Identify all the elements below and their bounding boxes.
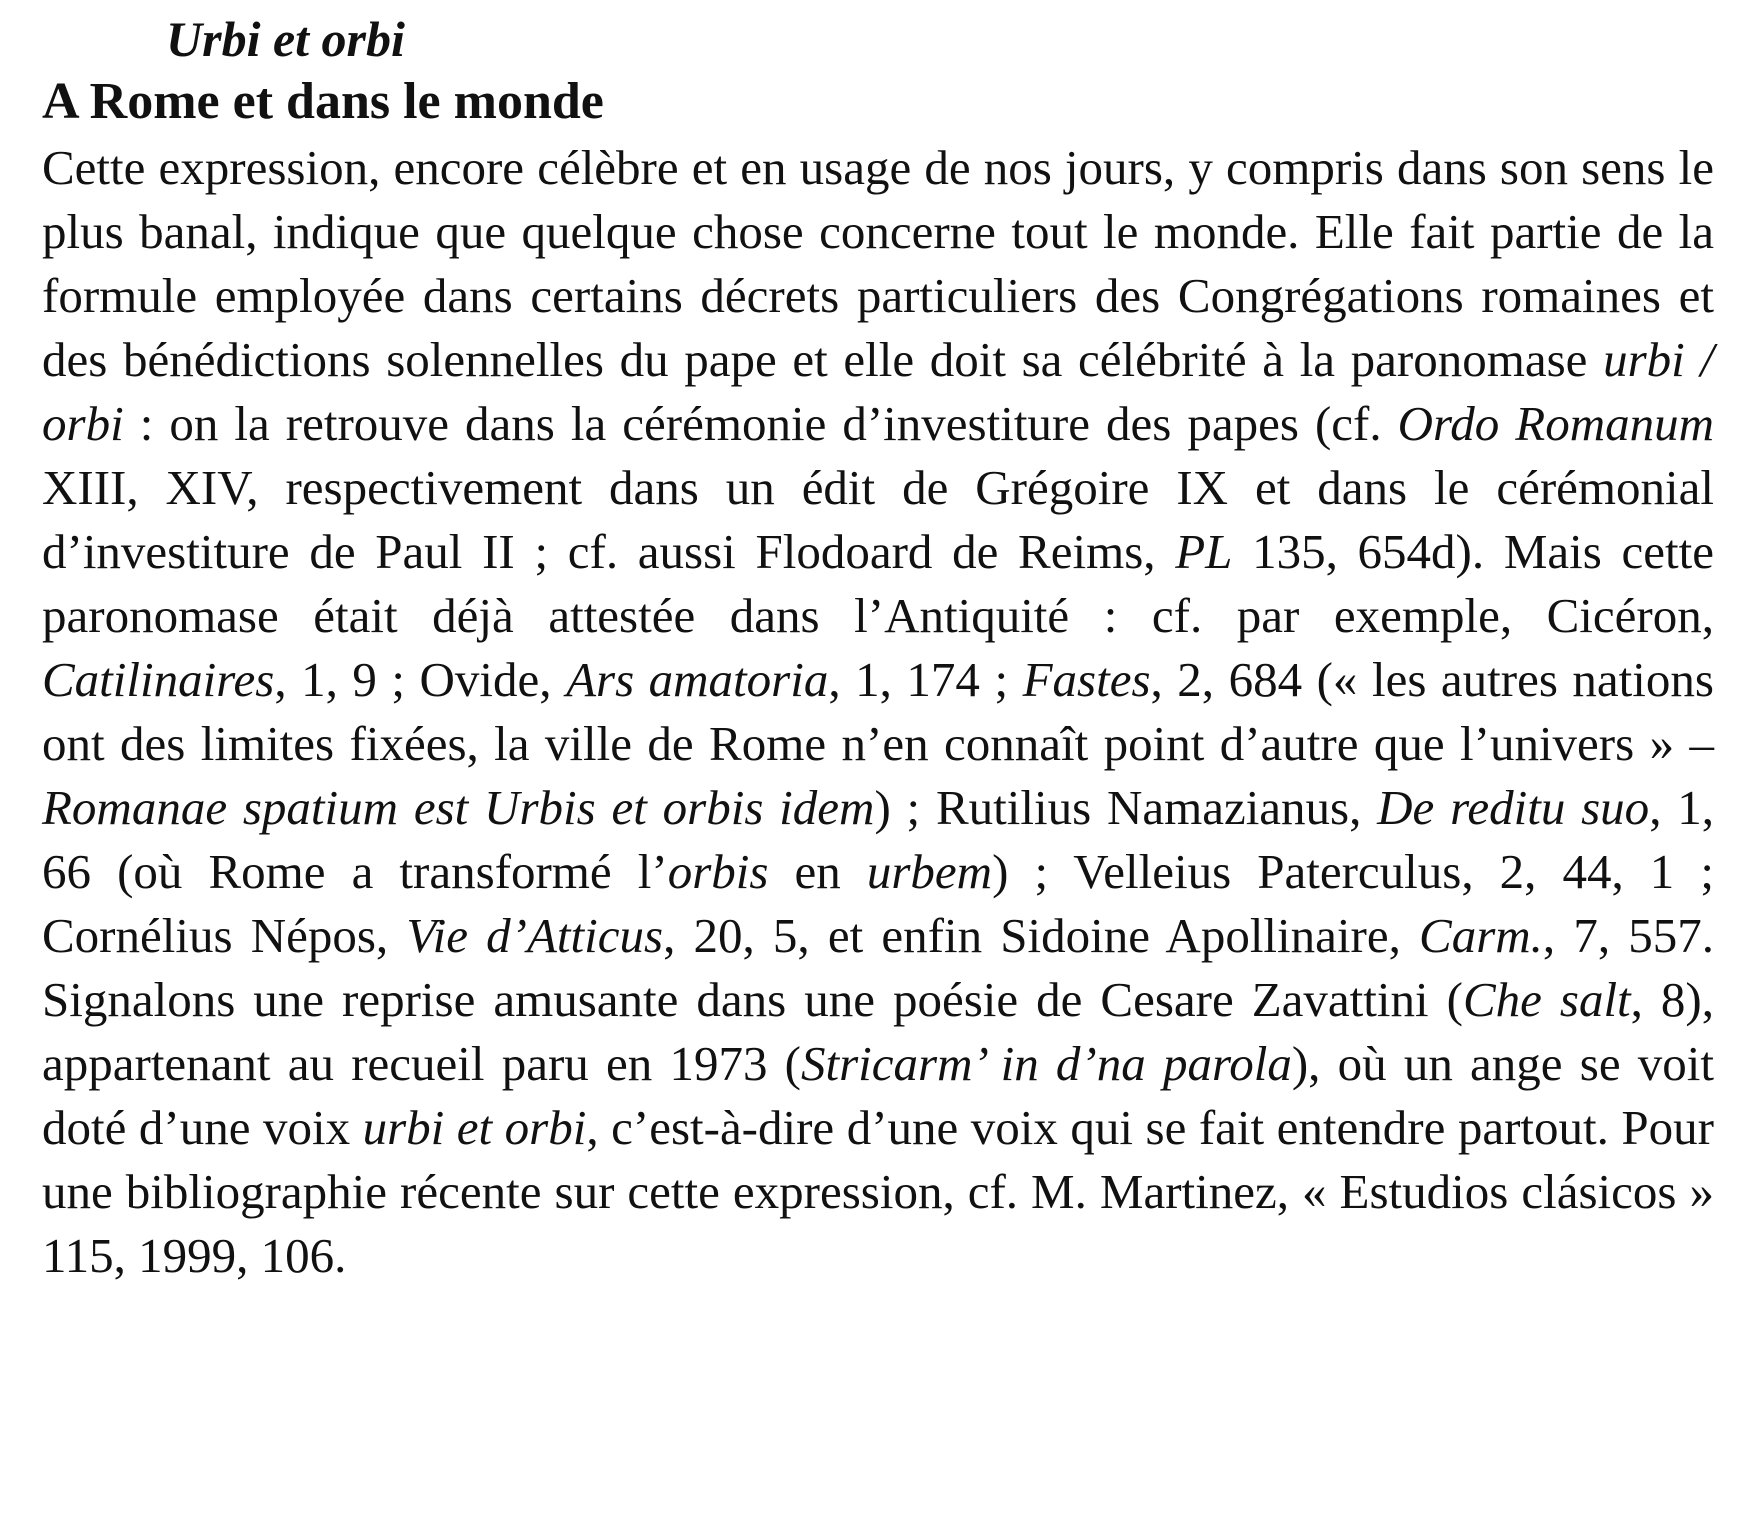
body-segment-italic: Che salt <box>1462 972 1631 1027</box>
body-segment-italic: De reditu suo <box>1377 780 1650 835</box>
body-segment-italic: Carm. <box>1419 908 1543 963</box>
entry-translation: A Rome et dans le monde <box>42 73 604 130</box>
body-segment: , c’est-à-dire d’une voix qui se fait entendre partout. Pour une bibliographie récente sur cette expression, cf. M. Martinez, « Estudios clásicos » 115, 1999, 106. <box>42 1100 1714 1283</box>
body-segment-italic: orbis <box>667 844 769 899</box>
body-segment-italic: Fastes <box>1022 652 1151 707</box>
dictionary-entry <box>42 8 1714 1288</box>
body-segment: , 2, 684 (« les autres nations ont des limites fixées, la ville de Rome n’en connaît point d’autre que l’univers » – <box>42 652 1714 771</box>
body-segment-italic: PL <box>1175 524 1233 579</box>
body-segment: ) ; Velleius Paterculus, 2, 44, 1 ; Cornélius Népos, <box>42 844 1715 963</box>
body-segment: , 20, 5, et enfin Sidoine Apollinaire, <box>663 908 1420 963</box>
body-segment-italic: urbi et orbi <box>362 1100 587 1155</box>
body-segment: ) ; Rutilius Namazianus, <box>874 780 1378 835</box>
body-segment: 135, 654d). Mais cette paronomase était déjà attestée dans l’Antiquité : cf. par exemple, Cicéron, <box>42 524 1714 643</box>
body-segment: , 1, 9 ; Ovide, <box>274 652 567 707</box>
entry-body <box>42 136 1714 1288</box>
body-segment-italic: Ars amatoria <box>566 652 829 707</box>
body-segment-italic: Ordo Romanum <box>1397 396 1714 451</box>
body-segment: , 1, 66 (où Rome a transformé l’ <box>42 780 1714 899</box>
body-segment-italic: urbem <box>866 844 993 899</box>
body-segment-italic: urbi / orbi <box>42 332 1714 451</box>
entry-headword: Urbi et orbi <box>166 11 405 67</box>
body-segment-italic: Romanae spatium est Urbis et orbis idem <box>42 780 875 835</box>
body-segment: : on la retrouve dans la cérémonie d’investiture des papes (cf. <box>123 396 1398 451</box>
body-segment: , 1, 174 ; <box>828 652 1023 707</box>
body-segment: , 7, 557. Signalons une reprise amusante dans une poésie de Cesare Zavattini ( <box>42 908 1714 1027</box>
body-segment-italic: Vie d’Atticus <box>406 908 664 963</box>
body-segment-italic: Catilinaires <box>42 652 275 707</box>
body-segment: en <box>768 844 867 899</box>
body-segment-italic: Stricarm’ in d’na parola <box>801 1036 1292 1091</box>
body-segment: ), où un ange se voit doté d’une voix <box>42 1036 1715 1155</box>
body-segment: Cette expression, encore célèbre et en usage de nos jours, y compris dans son sens le plus banal, indique que quelque chose concerne tout le monde. Elle fait partie de la formule employée dans certains décrets particuliers des Congrégations romaines et des bénédictions solennelles du pape et elle doit sa célébrité à la paronomase <box>42 140 1714 387</box>
body-segment: XIII, XIV, respectivement dans un édit de Grégoire IX et dans le cérémonial d’investiture de Paul II ; cf. aussi Flodoard de Reims, <box>42 460 1714 579</box>
body-segment: , 8), appartenant au recueil paru en 1973 ( <box>42 972 1714 1091</box>
